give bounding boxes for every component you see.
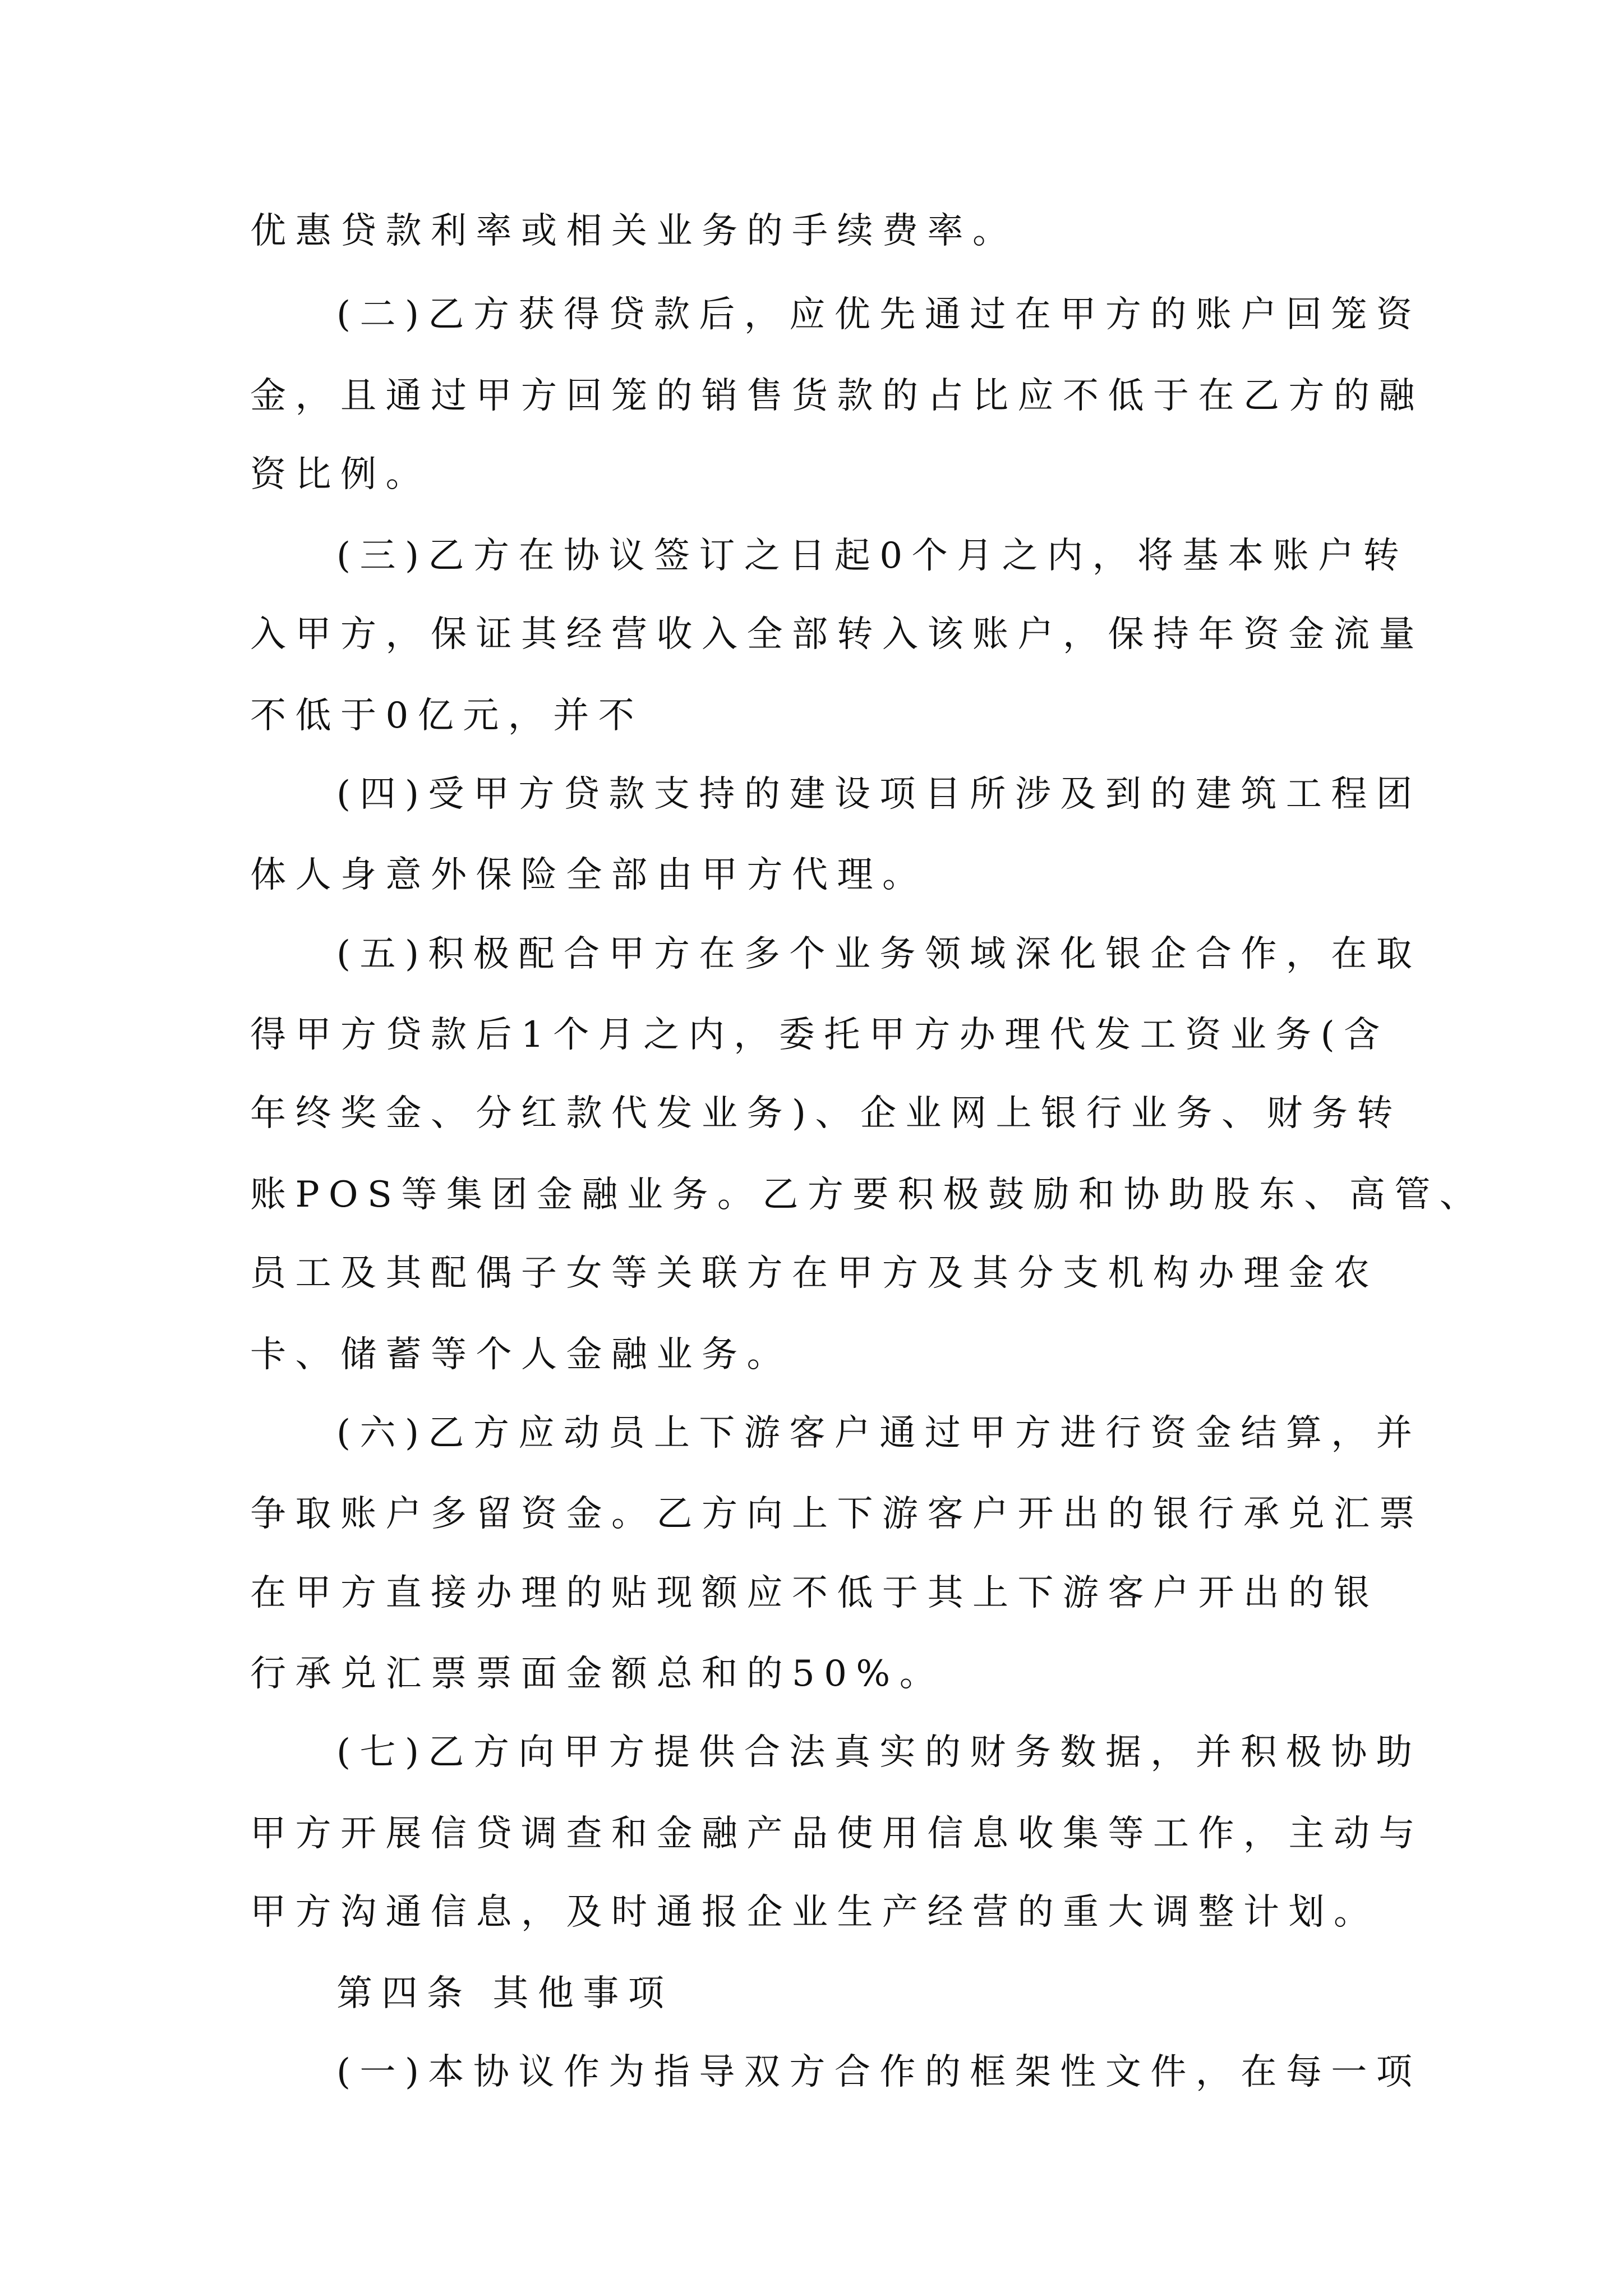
text-line-10: (五)积极配合甲方在多个业务领域深化银企合作，在取 [336, 933, 1422, 975]
text-line-1: 优惠贷款利率或相关业务的手续费率。 [250, 210, 1018, 252]
text-line-13: 账POS等集团金融业务。乙方要积极鼓励和协助股东、高管、 [250, 1174, 1485, 1216]
text-line-9: 体人身意外保险全部由甲方代理。 [250, 854, 928, 896]
text-line-6: 入甲方，保证其经营收入全部转入该账户，保持年资金流量 [250, 614, 1424, 655]
text-line-5: (三)乙方在协议签订之日起0个月之内，将基本账户转 [336, 535, 1409, 577]
text-line-4: 资比例。 [250, 454, 431, 495]
text-line-19: 行承兑汇票票面金额总和的50%。 [250, 1653, 945, 1695]
text-line-15: 卡、储蓄等个人金融业务。 [250, 1334, 792, 1375]
text-line-17: 争取账户多留资金。乙方向上下游客户开出的银行承兑汇票 [250, 1493, 1424, 1535]
text-line-16: (六)乙方应动员上下游客户通过甲方进行资金结算，并 [336, 1412, 1422, 1454]
text-line-21: 甲方开展信贷调查和金融产品使用信息收集等工作，主动与 [250, 1813, 1424, 1855]
text-line-11: 得甲方贷款后1个月之内，委托甲方办理代发工资业务(含 [250, 1014, 1389, 1056]
text-line-2: (二)乙方获得贷款后，应优先通过在甲方的账户回笼资 [336, 294, 1422, 335]
text-line-3: 金，且通过甲方回笼的销售货款的占比应不低于在乙方的融 [250, 375, 1424, 417]
text-line-24: (一)本协议作为指导双方合作的框架性文件，在每一项 [336, 2051, 1422, 2093]
text-line-8: (四)受甲方贷款支持的建设项目所涉及到的建筑工程团 [336, 774, 1422, 815]
text-line-14: 员工及其配偶子女等关联方在甲方及其分支机构办理金农 [250, 1253, 1379, 1294]
text-line-22: 甲方沟通信息，及时通报企业生产经营的重大调整计划。 [250, 1892, 1379, 1933]
text-line-20: (七)乙方向甲方提供合法真实的财务数据，并积极协助 [336, 1732, 1422, 1773]
section-heading-article-4: 第四条 其他事项 [336, 1973, 674, 2014]
text-line-18: 在甲方直接办理的贴现额应不低于其上下游客户开出的银 [250, 1572, 1379, 1614]
text-line-7: 不低于0亿元，并不 [250, 695, 644, 737]
text-line-12: 年终奖金、分红款代发业务)、企业网上银行业务、财务转 [250, 1093, 1402, 1134]
